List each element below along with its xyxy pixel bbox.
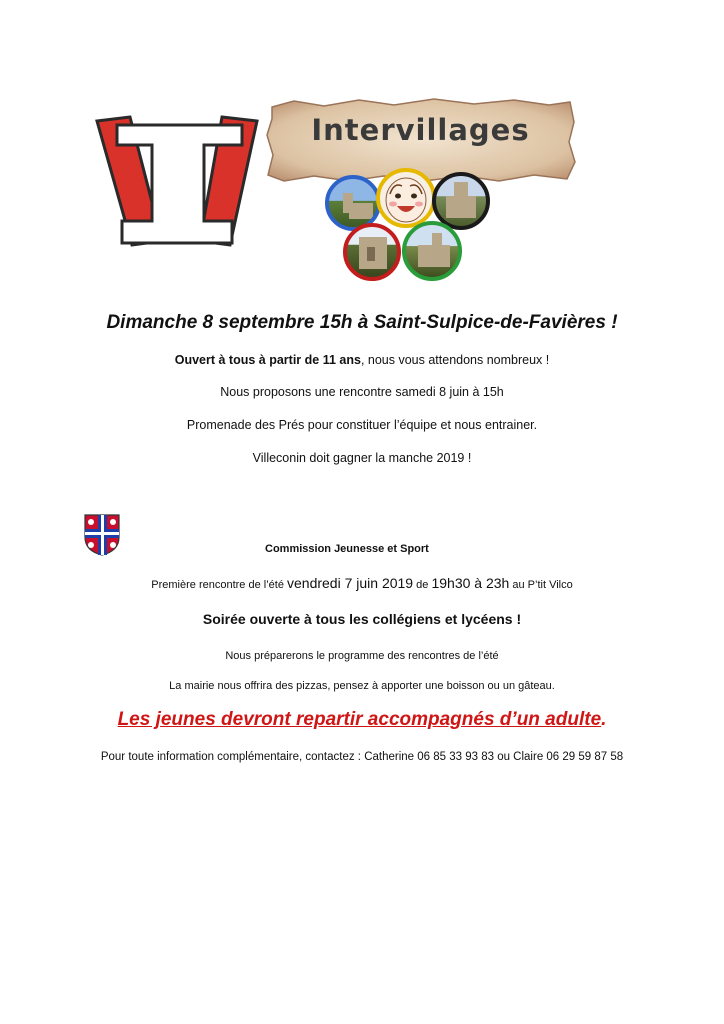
- intervillages-banner: [264, 97, 577, 183]
- win-line: Villeconin doit gagner la manche 2019 !: [252, 451, 472, 465]
- accompanied-warning-period: .: [601, 709, 607, 730]
- open-to-all-bold: Ouvert à tous à partir de 11 ans: [174, 353, 361, 367]
- first-meeting-place: au P’tit Vilco: [509, 579, 573, 591]
- first-meeting-date: vendredi 7 juin 2019: [287, 575, 414, 591]
- commission-title: Commission Jeunesse et Sport: [265, 543, 429, 555]
- pizza-line: La mairie nous offrira des pizzas, pensez à apporter une boisson ou un gâteau.: [169, 680, 555, 692]
- prepare-program-line: Nous préparerons le programme des rencontres de l’été: [225, 650, 499, 662]
- first-meeting-time: 19h30 à 23h: [431, 575, 510, 591]
- contact-line: Pour toute information complémentaire, contactez : Catherine 06 85 33 93 83 ou Claire 06 29 59 87 58: [100, 751, 624, 763]
- team-line: Promenade des Prés pour constituer l’équipe et nous entrainer.: [186, 418, 538, 432]
- accompanied-warning: [0, 709, 724, 731]
- event-headline: Dimanche 8 septembre 15h à Saint-Sulpice-de-Favières !: [106, 312, 618, 333]
- coat-of-arms-icon: [83, 513, 121, 557]
- meeting-proposal-line: Nous proposons une rencontre samedi 8 juin à 15h: [220, 385, 504, 399]
- smiling-face-ring-yellow: [376, 168, 436, 228]
- accompanied-warning-text: Les jeunes devront repartir accompagnés d’un adulte: [117, 709, 602, 730]
- intervillages-i-logo: [92, 113, 262, 253]
- church-photo-ring-red: [343, 223, 401, 281]
- open-to-all-line: [0, 353, 724, 367]
- first-meeting-a: Première rencontre de l’été: [151, 579, 287, 591]
- banner-title: Intervillages: [311, 113, 530, 147]
- first-meeting-line: [0, 575, 724, 591]
- open-to-all-rest: , nous vous attendons nombreux !: [360, 353, 550, 367]
- chapel-photo-ring-green: [402, 221, 462, 281]
- first-meeting-c: de: [413, 579, 432, 591]
- evening-open-line: Soirée ouverte à tous les collégiens et lycéens !: [202, 611, 522, 627]
